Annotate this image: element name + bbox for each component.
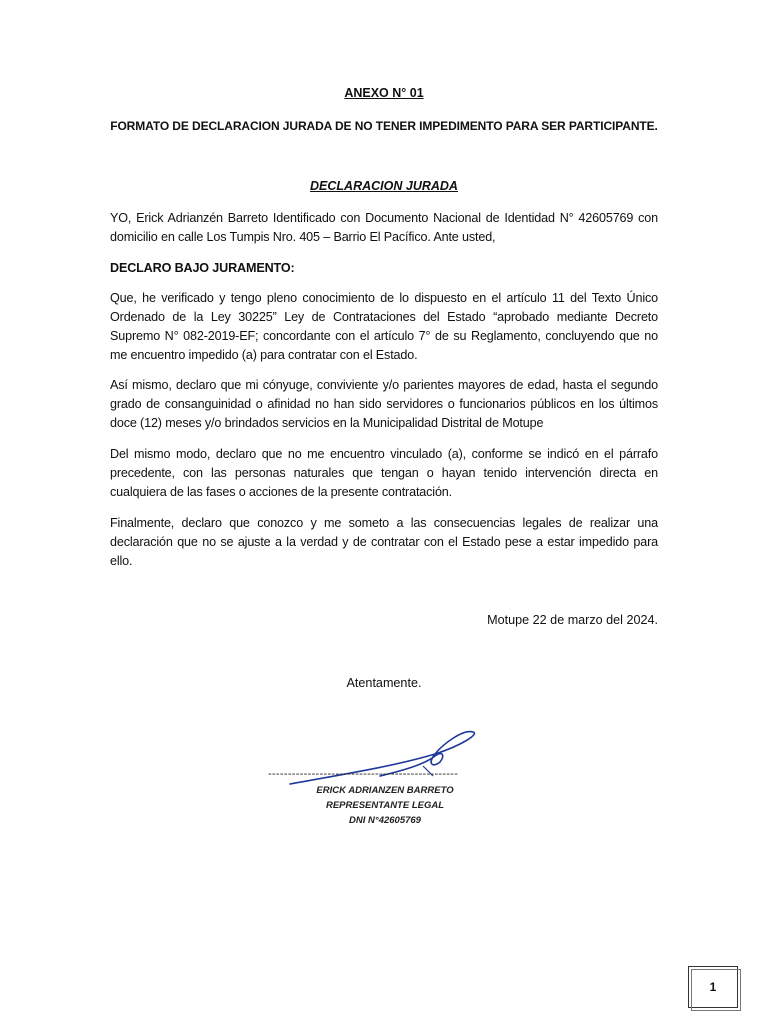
paragraph-3: Del mismo modo, declaro que no me encuentro vinculado (a), conforme se indicó en el párrafo precedente, con las personas naturales que tengan o hayan tenido intervención directa en cualquiera de las fases o acciones de la presente contratación.	[110, 447, 658, 499]
date-line: Motupe 22 de marzo del 2024.	[487, 613, 658, 627]
intro-paragraph: YO, Erick Adrianzén Barreto Identificado con Documento Nacional de Identidad N° 42605769 con domicilio en calle Los Tumpis Nro. 405 – Barrio El Pacífico. Ante usted,	[110, 211, 658, 244]
section-heading: DECLARACION JURADA	[310, 179, 458, 193]
signer-dni: DNI N°42605769	[349, 815, 421, 826]
signature-line: ------------------------------------------------	[268, 768, 459, 780]
document-title: ANEXO N° 01	[344, 86, 424, 100]
page-number: 1	[709, 980, 717, 994]
closing-text: Atentamente.	[346, 676, 422, 690]
declaro-heading: DECLARO BAJO JURAMENTO:	[110, 261, 295, 275]
signer-name: ERICK ADRIANZEN BARRETO	[316, 785, 454, 796]
paragraph-2: Así mismo, declaro que mi cónyuge, conviviente y/o parientes mayores de edad, hasta el segundo grado de consanguinidad o afinidad no han sido servidores o funcionarios públicos en los últimos doce (12) meses y/o brindados servicios en la Municipalidad Distrital de Motupe	[110, 378, 658, 430]
paragraph-1: Que, he verificado y tengo pleno conocimiento de lo dispuesto en el artículo 11 del Texto Único Ordenado de la Ley 30225” Ley de Contrataciones del Estado “aprobado mediante Decreto Supremo N° 082-2019-EF; concordante con el artículo 7° de su Reglamento, concluyendo que no me encuentro impedido (a) para contratar con el Estado.	[110, 291, 658, 362]
page-number-box	[688, 966, 738, 1008]
signer-role: REPRESENTANTE LEGAL	[325, 800, 445, 811]
paragraph-4: Finalmente, declaro que conozco y me someto a las consecuencias legales de realizar una declaración que no se ajuste a la verdad y de contratar con el Estado pese a estar impedido para ello.	[110, 516, 658, 568]
document-subtitle: FORMATO DE DECLARACION JURADA DE NO TENER IMPEDIMENTO PARA SER PARTICIPANTE.	[110, 119, 658, 133]
